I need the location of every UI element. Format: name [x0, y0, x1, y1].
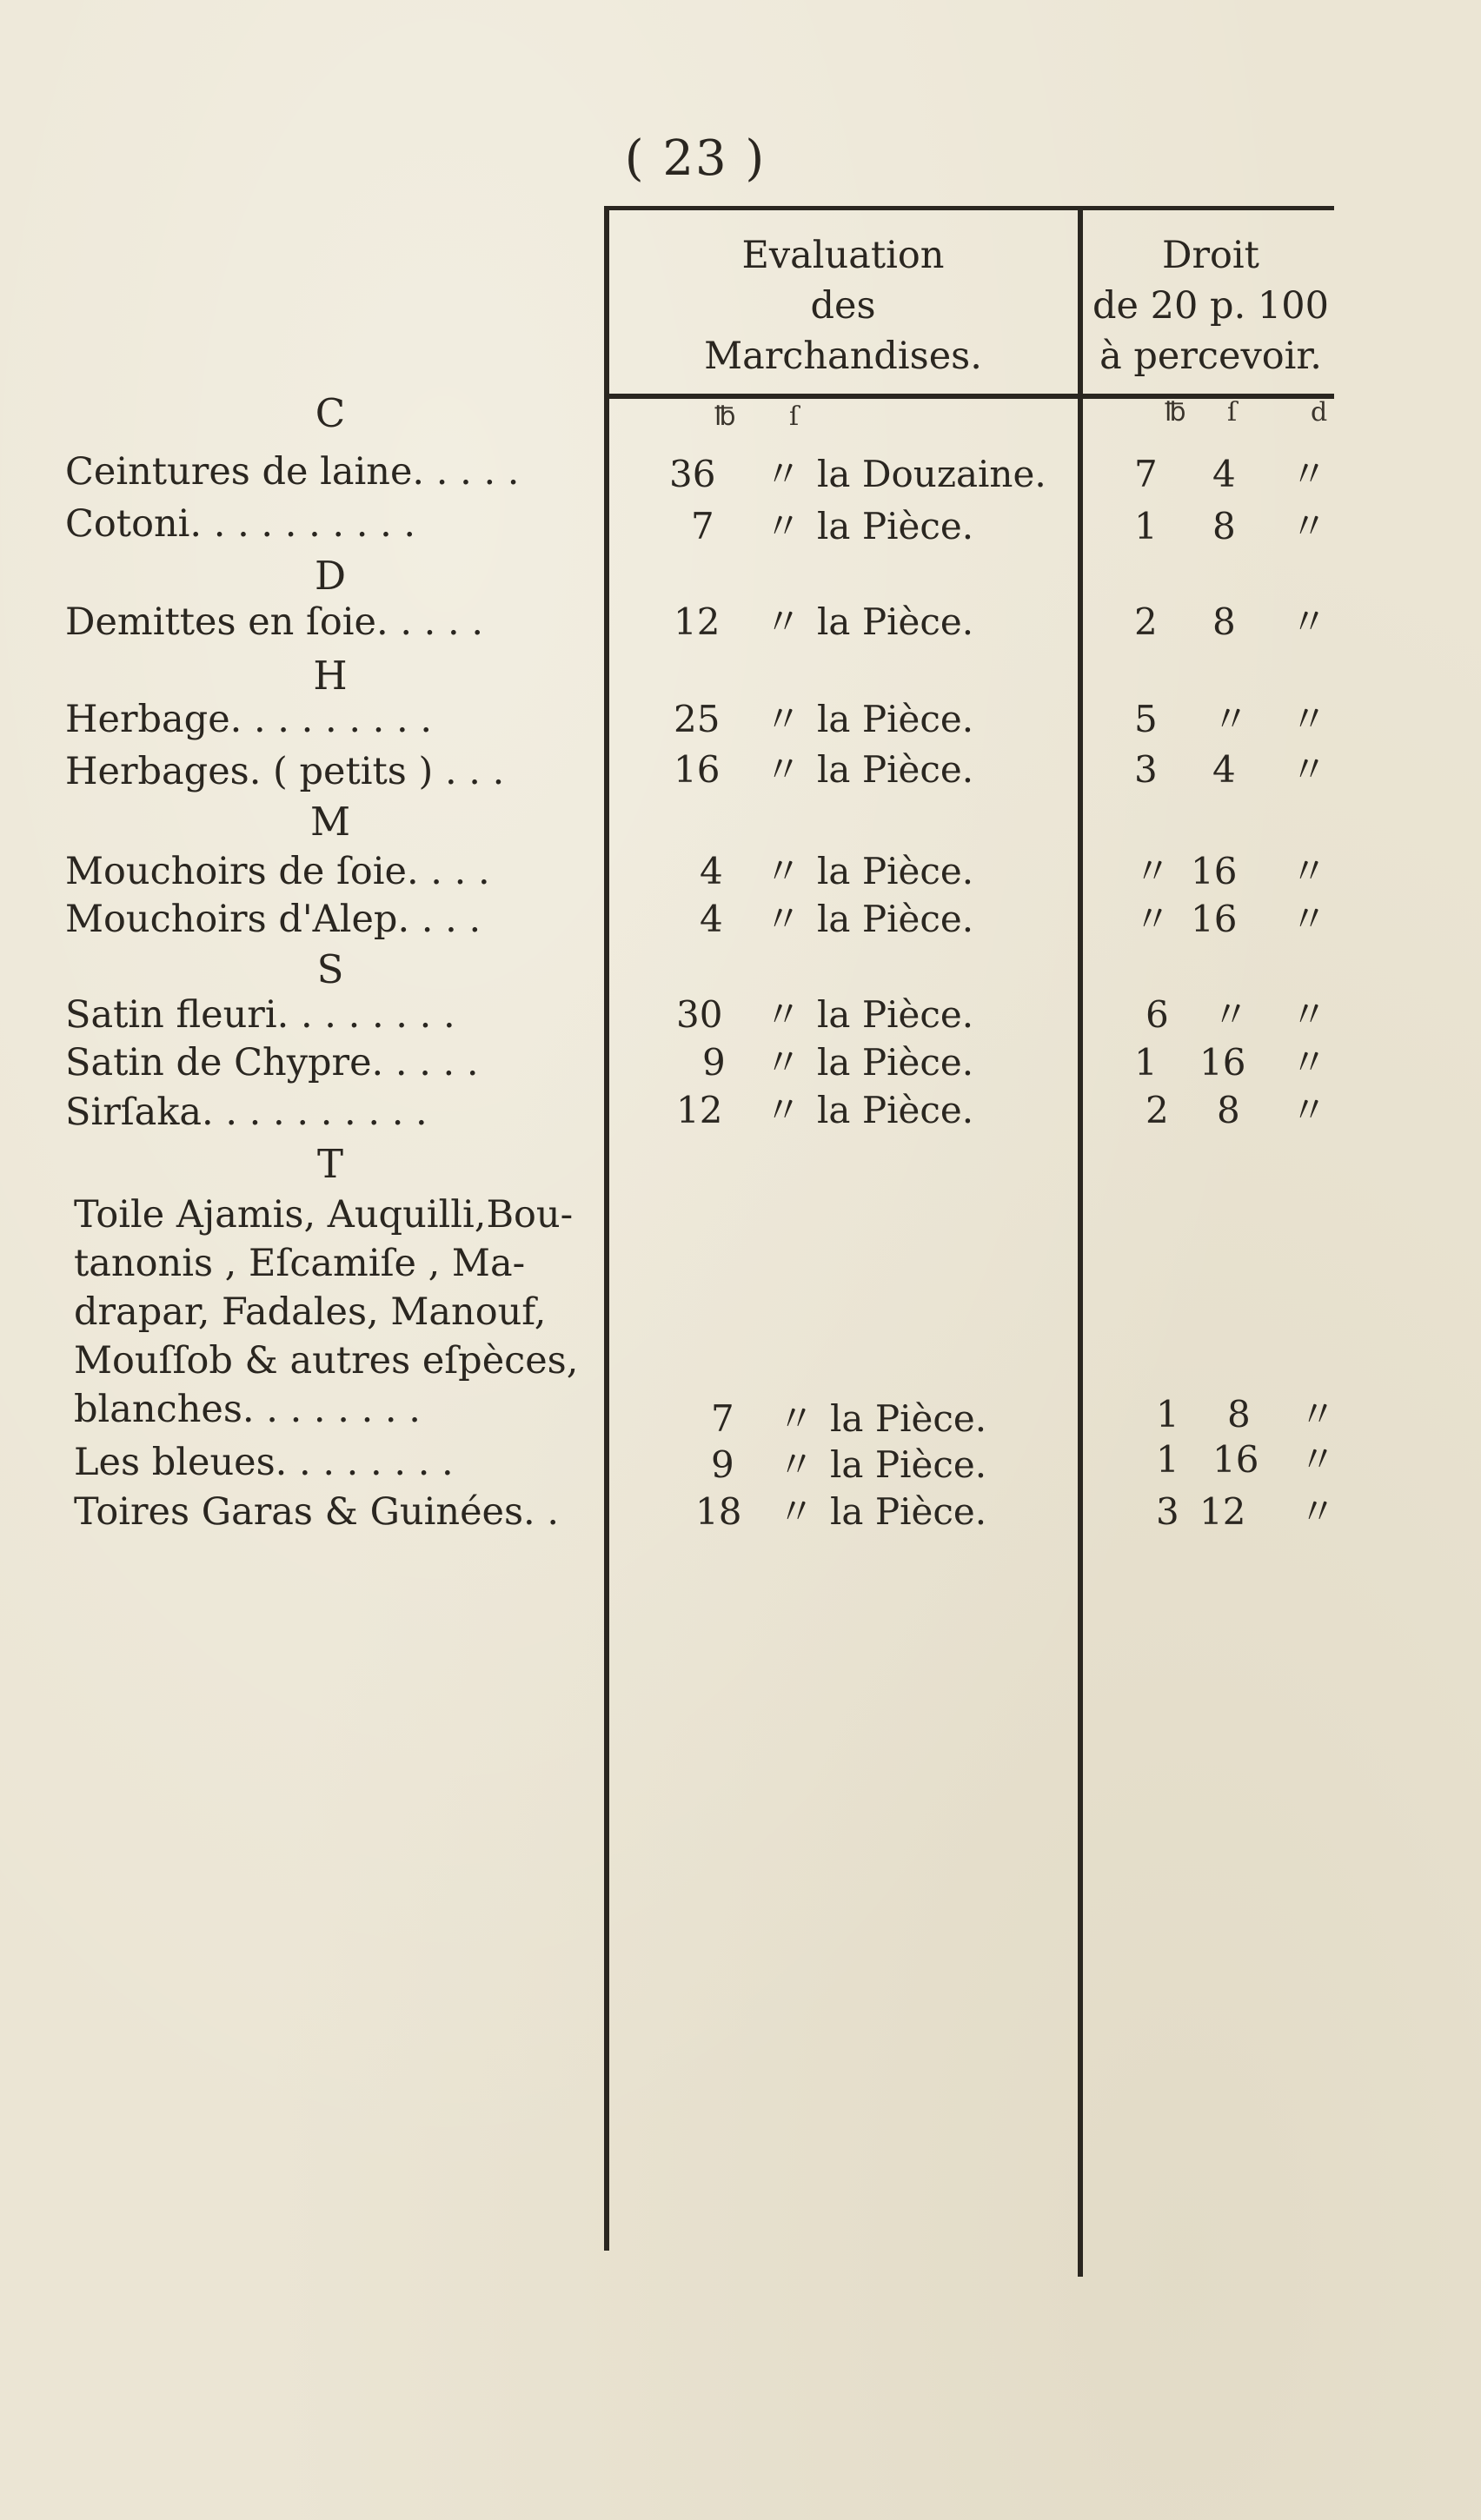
- eval-sous: 〃: [778, 1397, 815, 1440]
- section-letter-c: C: [315, 390, 346, 436]
- droit-livres: 〃: [1134, 898, 1172, 940]
- row-name-mouchoirs-alep: Mouchoirs d'Alep. . . .: [65, 898, 481, 941]
- droit-deniers: 〃: [1291, 505, 1328, 547]
- section-letter-h: H: [313, 653, 348, 699]
- row-name-les-bleues: Les bleues. . . . . . . .: [74, 1441, 454, 1484]
- droit-header-line2: de 20 p. 100: [1092, 284, 1329, 328]
- evaluation-header-line1: Evaluation: [741, 234, 945, 277]
- eval-sous: 〃: [765, 505, 802, 547]
- droit-deniers: 〃: [1291, 850, 1328, 892]
- droit-livres: 2: [1146, 1089, 1169, 1131]
- eval-sous: 〃: [778, 1443, 815, 1486]
- droit-sous: 8: [1212, 505, 1236, 547]
- droit-livres: 2: [1134, 600, 1158, 643]
- evaluation-header-line3: Marchandises.: [704, 335, 982, 378]
- eval-sous: 〃: [765, 600, 802, 643]
- eval-num: 30: [676, 993, 723, 1036]
- eval-unit: la Pièce.: [817, 1089, 974, 1131]
- droit-livres: 1: [1156, 1393, 1179, 1436]
- eval-unit: la Pièce.: [817, 1041, 974, 1084]
- droit-unit-deniers: d: [1311, 397, 1328, 428]
- droit-sous: 4: [1212, 453, 1236, 495]
- droit-livres: 1: [1134, 1041, 1158, 1084]
- row-name-toires-garas: Toires Garas & Guinées. .: [74, 1490, 560, 1534]
- eval-unit: la Pièce.: [830, 1397, 987, 1440]
- droit-livres: 1: [1134, 505, 1158, 547]
- droit-sous: 16: [1199, 1041, 1246, 1084]
- row-name-mouchoirs-soie: Mouchoirs de ſoie. . . .: [65, 850, 490, 893]
- row-name-satin-chypre: Satin de Chypre. . . . .: [65, 1041, 479, 1084]
- table-top-rule: [604, 206, 1334, 210]
- droit-sous: 4: [1212, 748, 1236, 791]
- eval-sous: 〃: [765, 453, 802, 495]
- eval-unit: la Douzaine.: [817, 453, 1046, 495]
- eval-unit: la Pièce.: [817, 993, 974, 1036]
- droit-header: [1085, 230, 1337, 381]
- droit-sous: 12: [1199, 1490, 1246, 1533]
- row-name-sirsaka: Sirſaka. . . . . . . . . .: [65, 1091, 428, 1134]
- droit-livres: 3: [1156, 1490, 1179, 1533]
- droit-unit-livres: ℔: [1165, 397, 1186, 428]
- row-name-herbages-petits: Herbages. ( petits ) . . .: [65, 750, 505, 793]
- row-name-toile-ajamis: Toile Ajamis, Auquilli,Bou- tanonis , Eſcamiſe , Ma- drapar, Fadales, Manouf, Mouſſob & autres eſpèces, blanches. . . . . . . .: [74, 1193, 579, 1431]
- evaluation-header-line2: des: [810, 284, 876, 328]
- eval-unit: la Pièce.: [817, 505, 974, 547]
- eval-unit: la Pièce.: [817, 748, 974, 791]
- eval-sous: 〃: [765, 748, 802, 791]
- droit-sous: 8: [1227, 1393, 1251, 1436]
- droit-deniers: 〃: [1291, 898, 1328, 940]
- droit-sous: 8: [1212, 600, 1236, 643]
- row-name-herbage: Herbage. . . . . . . . .: [65, 698, 433, 741]
- eval-unit-livres: ℔: [714, 401, 736, 432]
- eval-num: 16: [674, 748, 721, 791]
- droit-header-line3: à percevoir.: [1099, 335, 1322, 378]
- droit-livres: 6: [1146, 993, 1169, 1036]
- droit-unit-sous: ſ: [1227, 397, 1238, 428]
- droit-sous: 〃: [1212, 698, 1250, 740]
- eval-num: 18: [695, 1490, 742, 1533]
- droit-deniers: 〃: [1291, 748, 1328, 791]
- section-letter-t: T: [316, 1141, 343, 1187]
- eval-sous: 〃: [765, 698, 802, 740]
- eval-unit: la Pièce.: [817, 850, 974, 892]
- droit-header-line1: Droit: [1162, 234, 1259, 277]
- eval-unit-sous: ſ: [789, 401, 800, 432]
- droit-deniers: 〃: [1291, 698, 1328, 740]
- droit-deniers: 〃: [1299, 1438, 1337, 1481]
- droit-deniers: 〃: [1291, 993, 1328, 1036]
- divider-column-rule: [1078, 209, 1083, 2277]
- eval-unit: la Pièce.: [817, 898, 974, 940]
- droit-livres: 〃: [1134, 850, 1172, 892]
- eval-sous: 〃: [778, 1490, 815, 1533]
- eval-sous: 〃: [765, 850, 802, 892]
- eval-sous: 〃: [765, 993, 802, 1036]
- eval-sous: 〃: [765, 1089, 802, 1131]
- eval-num: 12: [674, 600, 721, 643]
- row-name-demittes: Demittes en ſoie. . . . .: [65, 600, 484, 644]
- eval-sous: 〃: [765, 898, 802, 940]
- section-letter-m: M: [309, 799, 351, 845]
- droit-livres: 7: [1134, 453, 1158, 495]
- droit-deniers: 〃: [1291, 1089, 1328, 1131]
- row-name-cotoni: Cotoni. . . . . . . . . .: [65, 502, 416, 546]
- header-bottom-rule: [604, 394, 1334, 399]
- droit-sous: 〃: [1212, 993, 1250, 1036]
- eval-unit: la Pièce.: [830, 1490, 987, 1533]
- droit-sous: 16: [1212, 1438, 1259, 1481]
- eval-num: 7: [691, 505, 714, 547]
- droit-livres: 1: [1156, 1438, 1179, 1481]
- eval-num: 4: [700, 850, 723, 892]
- eval-num: 9: [702, 1041, 726, 1084]
- section-letter-s: S: [316, 946, 344, 992]
- droit-livres: 5: [1134, 698, 1158, 740]
- eval-sous: 〃: [765, 1041, 802, 1084]
- droit-deniers: 〃: [1291, 1041, 1328, 1084]
- eval-num: 7: [711, 1397, 734, 1440]
- eval-unit: la Pièce.: [830, 1443, 987, 1486]
- evaluation-header: [613, 230, 1073, 381]
- eval-num: 4: [700, 898, 723, 940]
- eval-unit: la Pièce.: [817, 600, 974, 643]
- droit-sous: 16: [1191, 898, 1238, 940]
- droit-deniers: 〃: [1299, 1393, 1337, 1436]
- droit-sous: 8: [1217, 1089, 1240, 1131]
- row-name-ceintures: Ceintures de laine. . . . .: [65, 450, 520, 494]
- section-letter-d: D: [314, 553, 347, 599]
- eval-num: 9: [711, 1443, 734, 1486]
- eval-num: 12: [676, 1089, 723, 1131]
- droit-sous: 16: [1191, 850, 1238, 892]
- page-number: ( 23 ): [624, 130, 767, 187]
- eval-unit: la Pièce.: [817, 698, 974, 740]
- row-name-satin-fleuri: Satin fleuri. . . . . . . .: [65, 993, 455, 1037]
- eval-num: 36: [669, 453, 716, 495]
- eval-num: 25: [674, 698, 721, 740]
- droit-deniers: 〃: [1291, 453, 1328, 495]
- droit-livres: 3: [1134, 748, 1158, 791]
- droit-deniers: 〃: [1299, 1490, 1337, 1533]
- droit-deniers: 〃: [1291, 600, 1328, 643]
